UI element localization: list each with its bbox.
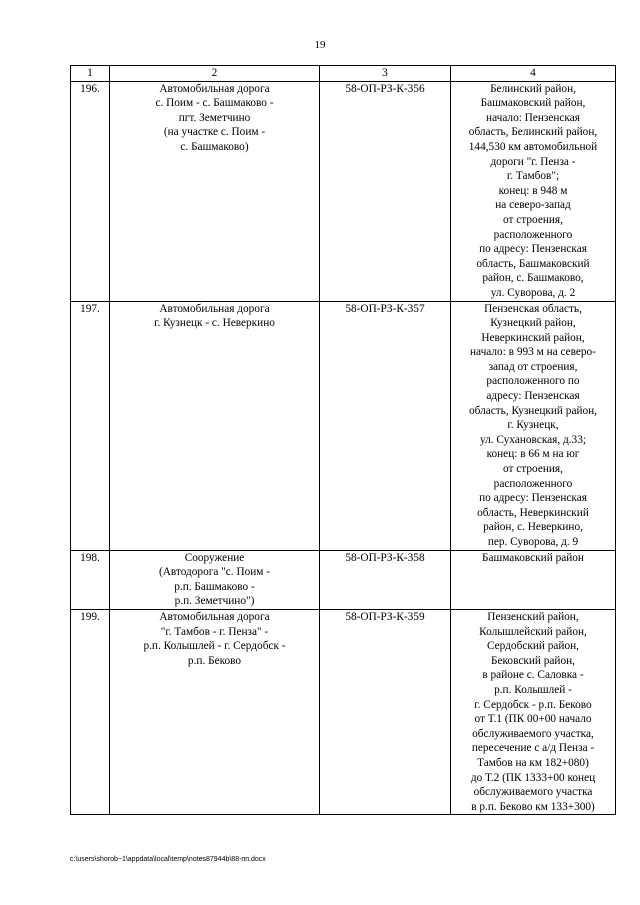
- file-path-footer: c:\users\shorob~1\appdata\local\temp\notes87944b\88-пп.docx: [70, 856, 266, 863]
- column-header: 3: [320, 66, 451, 82]
- roads-table: [70, 65, 616, 815]
- row-number: 199.: [71, 609, 110, 814]
- road-name-cell: [110, 301, 320, 550]
- location-line: пер. Суворова, д. 9: [487, 536, 579, 548]
- location-line: Кузнецкий район,: [490, 317, 576, 330]
- road-name-line: р.п. Беково: [187, 654, 242, 667]
- road-name-line: "г. Тамбов - г. Пенза" -: [160, 625, 269, 638]
- location-line: Неверкинский район,: [481, 331, 585, 344]
- road-name-cell: [110, 609, 320, 814]
- location-line: обслуживаемого участка,: [472, 727, 594, 740]
- location-line: район, с. Неверкино,: [483, 521, 583, 534]
- location-line: Тамбов на км 182+080): [477, 756, 589, 769]
- road-name-line: пгт. Земетчино: [178, 111, 251, 124]
- row-number: 197.: [71, 301, 110, 550]
- location-line: область, Белинский район,: [468, 126, 598, 139]
- location-line: конец: в 948 м: [498, 184, 568, 197]
- location-line: по адресу: Пензенская: [479, 243, 587, 256]
- location-line: в р.п. Беково км 133+300): [471, 800, 595, 813]
- location-line: г. Сердобск - р.п. Беково: [474, 698, 592, 711]
- location-line: на северо-запад: [495, 199, 571, 212]
- location-line: от Т.1 (ПК 00+00 начало: [474, 713, 592, 726]
- road-id-code: 58-ОП-РЗ-К-358: [320, 550, 451, 609]
- page-number: 19: [314, 39, 326, 51]
- road-name-line: Сооружение: [184, 551, 245, 564]
- road-name-line: р.п. Земетчино"): [174, 595, 255, 608]
- location-line: начало: в 993 м на северо-: [470, 346, 596, 359]
- road-id-code: 58-ОП-РЗ-К-359: [320, 609, 451, 814]
- road-name-cell: [110, 550, 320, 609]
- location-line: р.п. Колышлей -: [494, 683, 572, 696]
- table-row: [71, 609, 616, 814]
- row-number: 196.: [71, 81, 110, 301]
- road-id-code: 58-ОП-РЗ-К-357: [320, 301, 451, 550]
- road-id-code: 58-ОП-РЗ-К-356: [320, 81, 451, 301]
- location-line: в районе с. Саловка -: [482, 669, 584, 682]
- road-name-line: с. Башмаково): [180, 140, 249, 153]
- road-name-line: р.п. Колышлей - г. Сердобск -: [143, 640, 286, 653]
- location-cell: [451, 550, 616, 609]
- road-name-line: (на участке с. Поим -: [163, 126, 266, 139]
- table-row: [71, 550, 616, 609]
- location-line: 144,530 км автомобильной: [468, 140, 598, 153]
- location-line: Сердобский район,: [487, 640, 579, 653]
- location-line: расположенного по: [486, 375, 580, 388]
- location-line: область, Башмаковский: [476, 257, 590, 270]
- location-line: Башмаковский район,: [480, 97, 586, 110]
- road-name-line: (Автодорога "с. Поим -: [158, 566, 271, 579]
- location-line: от строения,: [503, 213, 563, 226]
- header-row: [71, 66, 616, 82]
- location-line: пересечение с а/д Пенза -: [471, 742, 595, 755]
- table-row: [71, 81, 616, 301]
- location-line: конец: в 66 м на юг: [486, 448, 580, 461]
- location-cell: [451, 609, 616, 814]
- column-header: 2: [110, 66, 320, 82]
- location-line: расположенного: [493, 477, 573, 490]
- location-line: г. Кузнецк,: [507, 419, 559, 432]
- location-cell: [451, 301, 616, 550]
- location-line: адресу: Пензенская: [486, 390, 580, 403]
- column-header: 1: [71, 66, 110, 82]
- road-name-line: Автомобильная дорога: [159, 302, 270, 315]
- location-line: от строения,: [503, 463, 563, 476]
- road-name-line: г. Кузнецк - с. Неверкино: [154, 317, 275, 330]
- location-line: г. Тамбов";: [506, 170, 560, 183]
- column-header: 4: [451, 66, 616, 82]
- location-line: начало: Пензенская: [486, 111, 580, 124]
- location-line: Бековский район,: [491, 654, 575, 667]
- location-line: дороги "г. Пенза -: [490, 155, 576, 168]
- road-name-cell: [110, 81, 320, 301]
- location-line: расположенного: [493, 228, 573, 241]
- road-name-line: Автомобильная дорога: [159, 610, 270, 623]
- location-line: район, с. Башмаково,: [482, 272, 584, 285]
- location-line: ул. Сухановская, д.33;: [479, 433, 586, 446]
- location-line: Башмаковский район: [482, 551, 584, 564]
- location-line: по адресу: Пензенская: [479, 492, 587, 505]
- road-name-line: р.п. Башмаково -: [174, 580, 255, 593]
- location-line: Пензенский район,: [487, 610, 579, 623]
- row-number: 198.: [71, 550, 110, 609]
- location-line: обслуживаемого участка: [473, 786, 593, 799]
- location-line: Пензенская область,: [484, 302, 582, 315]
- location-line: область, Кузнецкий район,: [468, 404, 598, 417]
- location-line: Белинский район,: [490, 82, 576, 95]
- road-name-line: Автомобильная дорога: [159, 82, 270, 95]
- location-line: ул. Суворова, д. 2: [490, 286, 576, 299]
- location-line: область, Неверкинский: [477, 506, 589, 519]
- location-cell: [451, 81, 616, 301]
- road-name-line: с. Поим - с. Башмаково -: [155, 97, 274, 110]
- location-line: запад от строения,: [488, 360, 578, 373]
- location-line: Колышлейский район,: [479, 625, 587, 638]
- table-row: [71, 301, 616, 550]
- location-line: до Т.2 (ПК 1333+00 конец: [470, 771, 596, 784]
